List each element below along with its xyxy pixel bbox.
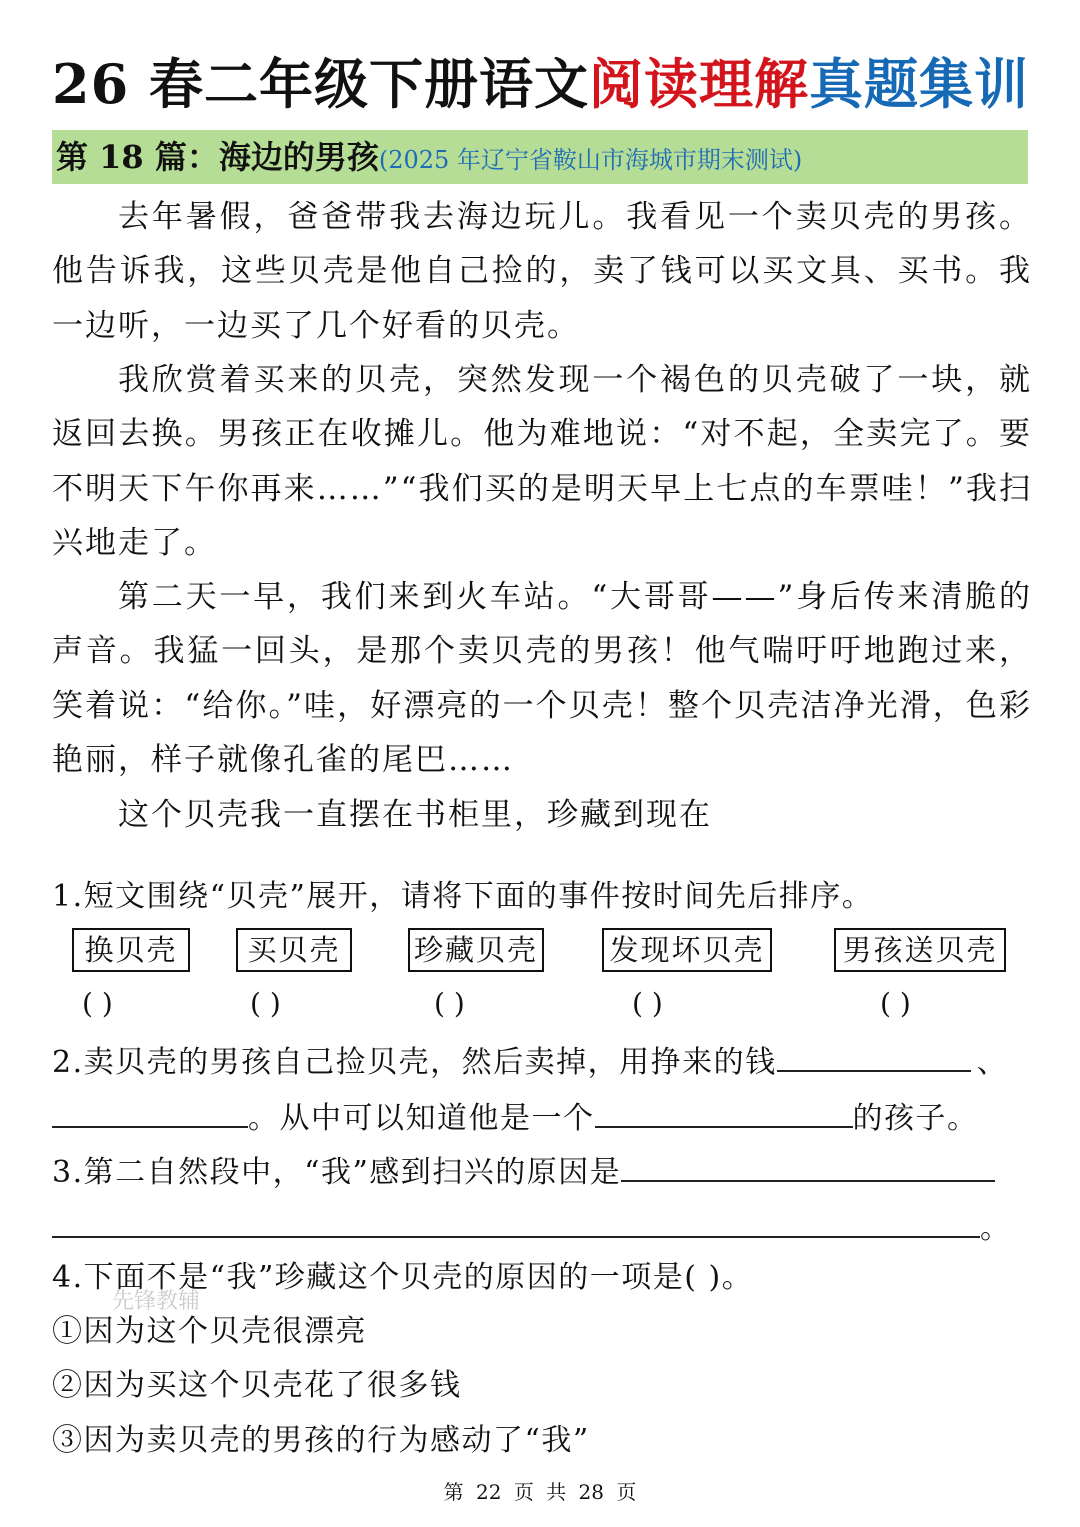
answer-blank-2a[interactable] <box>777 1040 971 1072</box>
passage-paragraph-1: 去年暑假，爸爸带我去海边玩儿。我看见一个卖贝壳的男孩。他告诉我，这些贝壳是他自己捡的，卖了钱可以买文具、买书。我一边听，一边买了几个好看的贝壳。 <box>52 199 1032 344</box>
option-1: ①因为这个贝壳很漂亮 <box>52 1314 367 1349</box>
answer-blank-2c[interactable] <box>595 1096 853 1128</box>
title-main: 26 春二年级下册语文 <box>52 52 589 116</box>
watermark: 先锋教辅 <box>112 1289 201 1314</box>
answer-blank-3a[interactable] <box>621 1150 995 1182</box>
title-highlight-blue: 真题集训 <box>808 52 1029 116</box>
question-3-line-2 <box>52 1206 1012 1249</box>
question-2-line-2 <box>52 1096 979 1139</box>
answer-paren-2[interactable]: ( ) <box>250 987 281 1020</box>
option-3: ③因为卖贝壳的男孩的行为感动了“我” <box>52 1423 590 1458</box>
page-title <box>52 50 1029 118</box>
question-2-text-b: 。从中可以知道他是一个 <box>248 1101 595 1136</box>
event-box-4: 发现坏贝壳 <box>602 928 772 972</box>
option-2: ②因为买这个贝壳花了很多钱 <box>52 1368 462 1403</box>
article-heading: 第 18 篇：海边的男孩 <box>56 138 379 176</box>
title-highlight-red: 阅读理解 <box>588 52 809 116</box>
question-3-end: 。 <box>980 1211 1012 1246</box>
answer-paren-3[interactable]: ( ) <box>434 987 465 1020</box>
question-2-line-1 <box>52 1040 1008 1083</box>
passage-paragraph-4: 这个贝壳我一直摆在书柜里，珍藏到现在 <box>118 797 712 833</box>
event-box-2: 买贝壳 <box>236 928 352 972</box>
article-source: (2025 年辽宁省鞍山市海城市期末测试) <box>378 146 803 174</box>
question-2-text-a: 2.卖贝壳的男孩自己捡贝壳，然后卖掉，用挣来的钱 <box>52 1045 777 1080</box>
question-4: 4.下面不是“我”珍藏这个贝壳的原因的一项是( )。 <box>52 1260 754 1295</box>
question-1: 1.短文围绕“贝壳”展开，请将下面的事件按时间先后排序。 <box>52 879 874 914</box>
question-2-comma: 、 <box>976 1045 1009 1080</box>
event-box-3: 珍藏贝壳 <box>408 928 544 972</box>
page-footer: 第 22 页 共 28 页 <box>443 1480 637 1504</box>
answer-paren-1[interactable]: ( ) <box>82 987 113 1020</box>
event-box-1: 换贝壳 <box>72 928 190 972</box>
passage-paragraph-2: 我欣赏着买来的贝壳，突然发现一个褐色的贝壳破了一块，就返回去换。男孩正在收摊儿。他为难地说：“对不起，全卖完了。要不明天下午你再来……”“我们买的是明天早上七点的车票哇！”我扫兴地走了。 <box>52 362 1032 562</box>
answer-blank-3b[interactable] <box>52 1206 980 1238</box>
section-banner <box>52 130 1028 184</box>
question-3-line-1 <box>52 1150 995 1193</box>
answer-paren-4[interactable]: ( ) <box>632 987 663 1020</box>
passage-paragraph-3: 第二天一早，我们来到火车站。“大哥哥——”身后传来清脆的声音。我猛一回头，是那个卖贝壳的男孩！他气喘吁吁地跑过来，笑着说：“给你。”哇，好漂亮的一个贝壳！整个贝壳洁净光滑，色彩艳丽，样子就像孔雀的尾巴…… <box>52 579 1032 779</box>
answer-paren-5[interactable]: ( ) <box>880 987 911 1020</box>
answer-blank-2b[interactable] <box>52 1096 248 1128</box>
question-3-text: 3.第二自然段中，“我”感到扫兴的原因是 <box>52 1155 622 1190</box>
question-2-text-c: 的孩子。 <box>852 1101 979 1136</box>
event-box-5: 男孩送贝壳 <box>834 928 1006 972</box>
